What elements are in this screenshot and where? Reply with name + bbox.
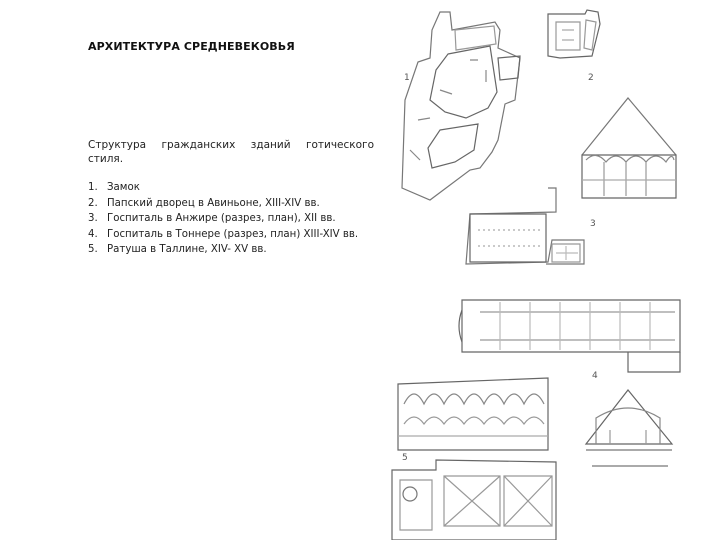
- tonnerre-cross-section-drawing: [586, 390, 672, 466]
- page-title: АРХИТЕКТУРА СРЕДНЕВЕКОВЬЯ: [88, 40, 295, 53]
- figure-label: 3: [590, 219, 596, 229]
- list-item-text: Госпиталь в Анжире (разрез, план), XII вв.: [107, 213, 336, 224]
- list-item: [88, 242, 358, 258]
- list-item-text: Госпиталь в Тоннере (разрез, план) XIII-XIV вв.: [107, 228, 359, 240]
- list-item: [88, 227, 358, 243]
- list-item-text: Папский дворец в Авиньоне, XIII-XIV вв.: [107, 197, 320, 209]
- list-item-number: 4.: [88, 228, 98, 240]
- list-item-text: Ратуша в Таллине, XIV- XV вв.: [107, 244, 267, 255]
- tonnerre-section-drawing: [398, 378, 548, 450]
- figure-label: 4: [592, 371, 598, 381]
- figure-label: 5: [402, 453, 408, 463]
- castle-plan-drawing: [402, 12, 520, 200]
- palace-plan-drawing: [548, 10, 600, 58]
- list-item-number: 3.: [88, 213, 98, 224]
- town-hall-plan-drawing: [392, 460, 556, 540]
- figure-label: 2: [588, 73, 594, 83]
- list-item: [88, 180, 358, 196]
- list-item: [88, 211, 358, 227]
- hospital-plan-drawing: [466, 188, 584, 264]
- list-item-number: 1.: [88, 182, 98, 193]
- figure-label: 1: [404, 73, 410, 83]
- subtitle: Структура гражданских зданий готического стиля.: [88, 139, 374, 165]
- list-item-number: 5.: [88, 244, 98, 255]
- list-item-number: 2.: [88, 197, 98, 209]
- architecture-drawings: [390, 0, 690, 540]
- tonnerre-plan-drawing: [459, 300, 680, 372]
- figure-list: [88, 180, 358, 258]
- list-item: [88, 196, 358, 212]
- list-item-text: Замок: [107, 182, 140, 193]
- hospital-section-drawing: [582, 98, 676, 198]
